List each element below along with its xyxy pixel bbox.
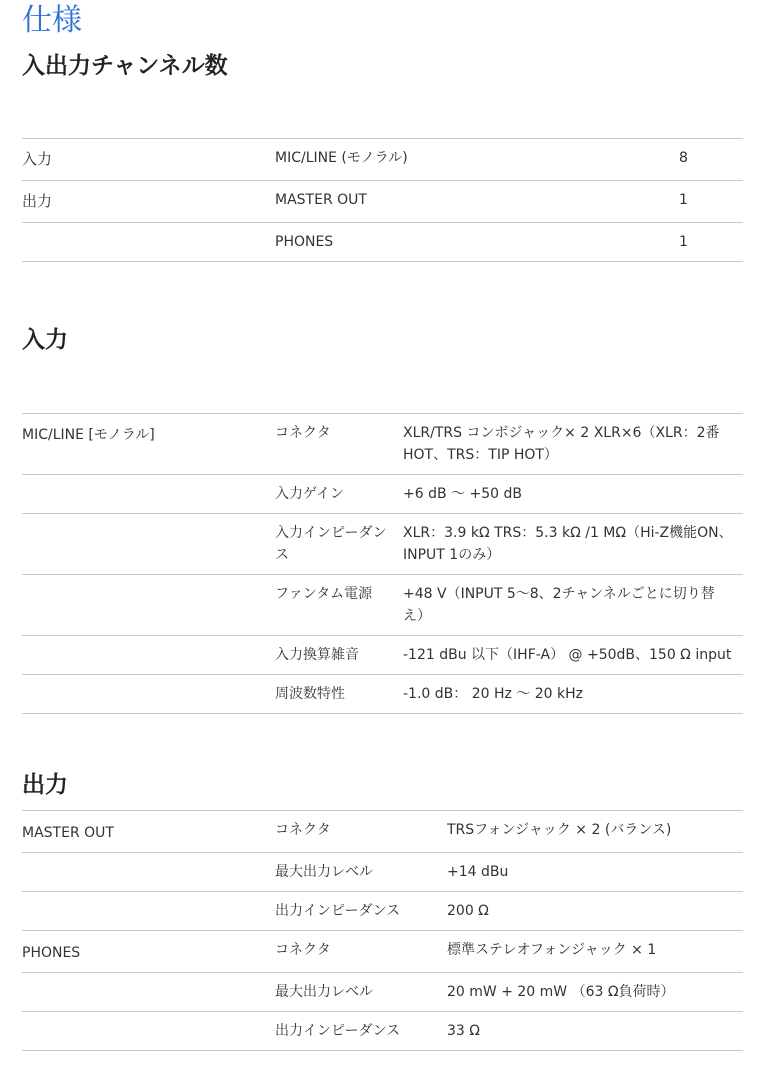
- divider: [22, 810, 743, 811]
- output-group-label: MASTER OUT: [22, 825, 114, 841]
- spec-value: 200 Ω: [447, 903, 489, 919]
- channel-count: 1: [679, 234, 688, 250]
- divider: [22, 972, 743, 973]
- channel-count: 8: [679, 150, 688, 166]
- divider: [22, 1011, 743, 1012]
- divider: [22, 852, 743, 853]
- spec-item: 入力ゲイン: [275, 486, 345, 502]
- spec-value: XLR/TRS コンボジャック× 2 XLR×6（XLR：2番HOT、TRS：TIP HOT）: [403, 425, 720, 463]
- spec-item: コネクタ: [275, 942, 331, 958]
- input-group-label: MIC/LINE [モノラル]: [22, 427, 155, 443]
- spec-item: ファンタム電源: [275, 586, 373, 602]
- spec-item: 出力インピーダンス: [275, 1023, 401, 1039]
- spec-item: 最大出力レベル: [275, 864, 373, 880]
- spec-value: +48 V（INPUT 5～8、2チャンネルごとに切り替え）: [403, 586, 715, 624]
- channel-count: 1: [679, 192, 688, 208]
- spec-value: -1.0 dB： 20 Hz ～ 20 kHz: [403, 686, 583, 702]
- channel-name: MASTER OUT: [275, 192, 367, 208]
- channel-group-label: 出力: [22, 192, 53, 210]
- divider: [22, 513, 743, 514]
- divider: [22, 138, 743, 139]
- spec-item: 入力インピーダンス: [275, 525, 387, 563]
- divider: [22, 574, 743, 575]
- output-group-label: PHONES: [22, 945, 81, 961]
- divider: [22, 891, 743, 892]
- channels-heading: 入出力チャンネル数: [22, 53, 228, 79]
- divider: [22, 930, 743, 931]
- spec-item: コネクタ: [275, 822, 331, 838]
- divider: [22, 1050, 743, 1051]
- divider: [22, 222, 743, 223]
- output-heading: 出力: [22, 772, 68, 798]
- spec-item: 周波数特性: [275, 686, 345, 702]
- channel-group-label: 入力: [22, 150, 53, 168]
- channel-name: PHONES: [275, 234, 334, 250]
- spec-value: TRSフォンジャック × 2 (バランス): [447, 822, 672, 838]
- input-heading: 入力: [22, 327, 68, 353]
- divider: [22, 474, 743, 475]
- divider: [22, 674, 743, 675]
- spec-value: 標準ステレオフォンジャック × 1: [447, 942, 657, 958]
- spec-value: XLR：3.9 kΩ TRS：5.3 kΩ /1 MΩ（Hi-Z機能ON、INPUT 1のみ）: [403, 525, 733, 563]
- spec-value: -121 dBu 以下（IHF-A） @ +50dB、150 Ω input: [403, 647, 732, 663]
- divider: [22, 261, 743, 262]
- spec-value: +6 dB ～ +50 dB: [403, 486, 522, 502]
- divider: [22, 635, 743, 636]
- divider: [22, 180, 743, 181]
- spec-item: 出力インピーダンス: [275, 903, 401, 919]
- spec-item: 最大出力レベル: [275, 984, 373, 1000]
- spec-item: コネクタ: [275, 425, 331, 441]
- spec-value: 33 Ω: [447, 1023, 480, 1039]
- divider: [22, 413, 743, 414]
- spec-value: +14 dBu: [447, 864, 509, 880]
- divider: [22, 713, 743, 714]
- spec-value: 20 mW + 20 mW （63 Ω負荷時）: [447, 984, 675, 1000]
- channel-name: MIC/LINE (モノラル): [275, 150, 408, 166]
- spec-item: 入力換算雑音: [275, 647, 359, 663]
- page-title: 仕様: [22, 3, 82, 38]
